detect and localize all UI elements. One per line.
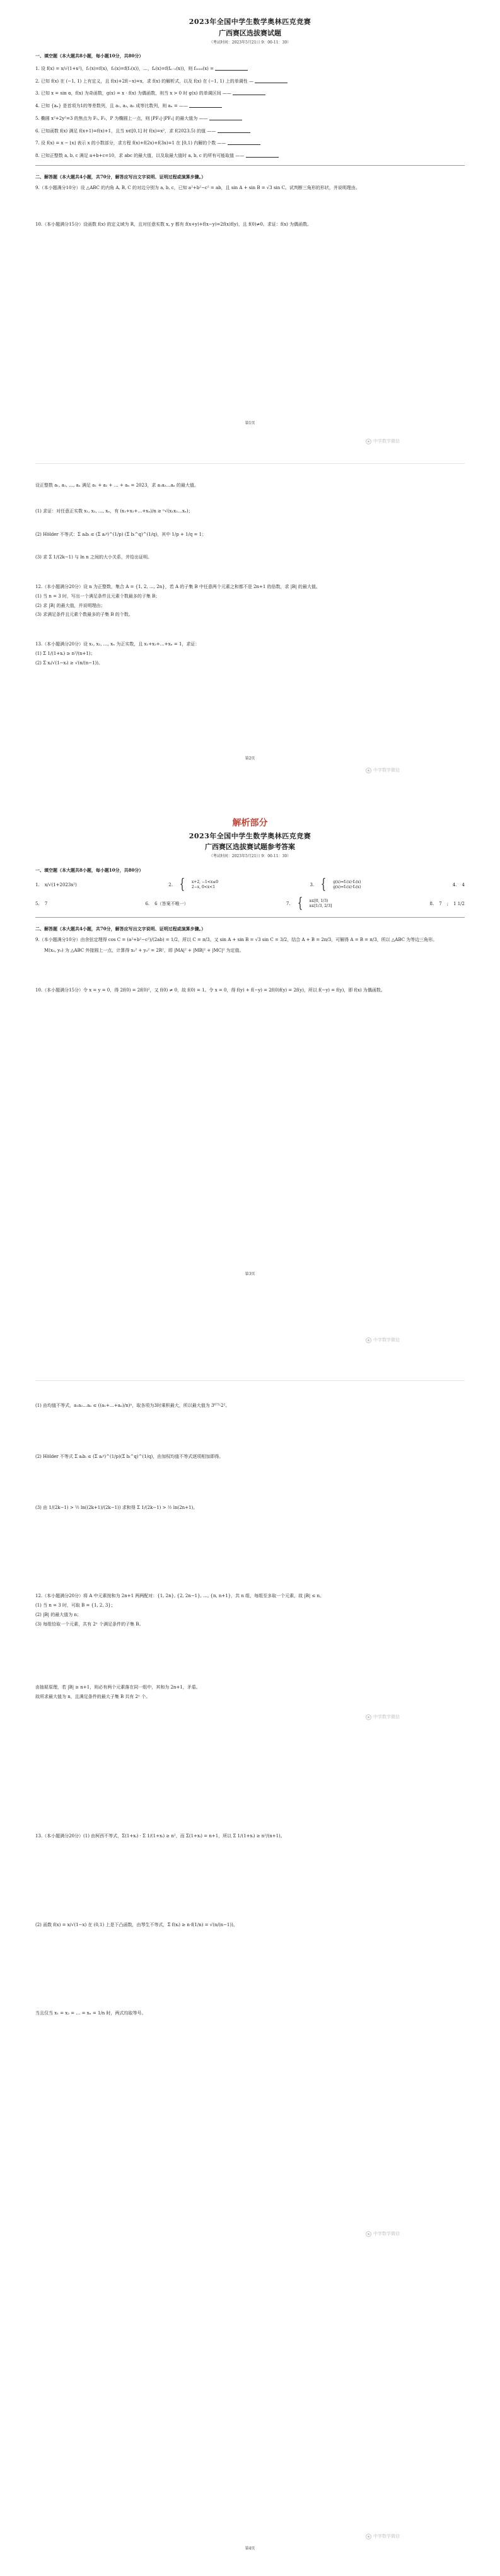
question-12-part-1: (1) 当 n = 3 时，写出一个满足条件且元素个数最多的子集 B； [35,593,160,599]
wechat-icon [366,1714,371,1720]
page-4 [35,1399,465,2559]
answer-blank [189,103,222,108]
answer-blank [209,115,242,120]
answer-3: 3. { g(x)=f₁(x)·f₂(x) g(x)=f₂(x)·f₃(x) [310,877,361,893]
page-1 [35,18,465,497]
question-8: 8. 已知正整数 a, b, c 满足 a+b+c=10，求 abc 的最大值，以及取最大值时 a, b, c 的所有可能取值 —— [35,153,465,159]
solution-13-equality: 当且仅当 x₁ = x₂ = … = xₙ = 1/n 时，两式均取等号。 [35,2011,146,2016]
page-3 [35,818,465,1411]
answer-7: 7. { x∈[0, 1/3) x∈[1/3, 2/3] [286,896,332,912]
question-13-part-1: (1) Σ 1/(1+xᵢ) ≥ n²/(n+1)； [35,650,95,656]
question-9: 9.（本小题满分10分）设 △ABC 的内角 A, B, C 的对边分别为 a, b, c，已知 a²+b²−c² = ab，且 sin A + sin B = √3 sin C。试判断三角形的形状，并说明理由。 [35,185,360,190]
question-11-part-2: (2) Hölder 不等式：Σ aᵢbᵢ ≤ (Σ aᵢᵖ)^(1/p) (Σ bᵢ^q)^(1/q)，其中 1/p + 1/q = 1； [35,531,207,537]
solution-12-part-2: (2) |B| 的最大值为 n； [35,1612,81,1617]
answers-solutions-heading: 二、解答题（本大题共4小题，共70分，解答应写出文字说明、证明过程或演算步骤。） [35,926,206,932]
question-2: 2. 已知 f(x) 在 (−1, 1) 上有定义，且 f(x)+2f(−x)=x，求 f(x) 的解析式，以及 f(x) 在 (−1, 1) 上的单调性 — [35,78,465,84]
page-footer: 第1页 [245,421,255,425]
solution-12-part-1: (1) 当 n = 3 时，可取 B = {1, 2, 3}； [35,1603,115,1608]
section-solutions-heading: 二、解答题（本大题共4小题，共70分，解答应写出文字说明、证明过程或演算步骤。） [35,173,206,180]
question-1: 1. 设 f(x) = x/√(1+x²)，f₁(x)=f(x)，f₂(x)=f(f₁(x))，…，fₙ(x)=f(fₙ₋₁(x))，则 f₂₀₂₃(x) = [35,66,465,72]
answer-blank [233,90,265,95]
solution-12-conclusion: 故所求最大值为 n，且满足条件的最大子集 B 共有 2ⁿ 个。 [35,1694,151,1699]
answer-subtitle: 广西赛区选拔赛试题参考答案 [205,843,295,852]
wechat-icon [366,439,371,444]
answer-5: 5. 7 [35,901,48,906]
wechat-icon [366,1337,371,1343]
answer-row-1 [35,878,465,892]
watermark: 中学数学微信 [366,2231,400,2237]
watermark: 中学数学微信 [366,1337,400,1343]
answer-row-2 [35,897,465,911]
exam-subtitle: 广西赛区选拔赛试题 [219,28,281,37]
answer-time-note: （考试时间：2023年5月21日 9：00-11：30） [209,854,291,858]
answer-blank [255,78,288,83]
question-12-part-3: (3) 求满足条件且元素个数最多的子集 B 的个数。 [35,612,133,618]
page-2 [35,479,465,819]
answer-blank [228,140,260,145]
solution-9-formula: M(x₀, y₀) 为 △ABC 外接圆上一点，计算得 x₀² + y₀² = 2R²，即 |MA|² + |MB|² + |MC|² 为定值。 [44,947,244,953]
watermark: 中学数学微信 [366,439,400,444]
answer-blank [215,66,248,71]
question-12: 12.（本小题满分20分）设 n 为正整数，集合 A = {1, 2, …, 2n}，若 A 的子集 B 中任意两个元素之和都不是 2n+1 的倍数，求 |B| 的最大值。 [35,584,320,589]
question-13-part-2: (2) Σ xᵢ/√(1−xᵢ) ≥ √(n/(n−1))。 [35,660,103,666]
watermark: 中学数学微信 [366,768,400,773]
exam-title: 2023年全国中学生数学奥林匹克竞赛 [189,18,311,26]
question-13: 13.（本小题满分20分）设 x₁, x₂, …, xₙ 为正实数，且 x₁+x₂+…+xₙ = 1，求证： [35,642,200,647]
question-5: 5. 椭圆 x²+2y²=3 的焦点为 F₁, F₂，P 为椭圆上一点，则 |PF₁|·|PF₂| 的最大值为 —— [35,115,465,122]
question-12-part-2: (2) 求 |B| 的最大值，并说明理由； [35,603,105,608]
solution-9: 9.（本小题满分10分）由余弦定理得 cos C = (a²+b²−c²)/(2ab) = 1/2，所以 C = π/3。又 sin A + sin B = √3 sin C = 3/2，结合 A + B = 2π/3，可解得 A = B = π/3，所以 △ABC 为等边三角形。 [35,937,438,942]
solution-12-argument: 由抽屉原理，若 |B| ≥ n+1，则必有两个元素落在同一组中，其和为 2n+1，矛盾。 [35,1685,201,1690]
section-divider [35,165,465,166]
answer-4: 4. 4 [452,882,465,887]
solution-12: 12.（本小题满分20分）将 A 中元素按和为 2n+1 两两配对：{1, 2n}, {2, 2n−1}, …, {n, n+1}，共 n 组，每组至多取一个元素，故 |B| ≤ n。 [35,1593,325,1599]
solution-10: 10.（本小题满分15分）令 x = y = 0，得 2f(0) = 2f(0)²，又 f(0) ≠ 0，故 f(0) = 1。令 x = 0，得 f(y) + f(−y) = 2f(0)f(y) = 2f(y)，所以 f(−y) = f(y)，即 f(x) 为偶函数。 [35,987,385,993]
answers-fill-in-heading: 一、填空题（本大题共8小题，每小题10分，共80分） [35,867,144,873]
page-footer: 第2页 [245,756,255,761]
solution-11-part-2: (2) Hölder 不等式 Σ aᵢbᵢ ≤ (Σ aᵢᵖ)^(1/p)(Σ bᵢ^q)^(1/q)，由加权均值不等式逐项相加即得。 [35,1453,224,1459]
analysis-section-label: 解析部分 [232,818,268,828]
question-10: 10.（本小题满分15分）设函数 f(x) 的定义域为 R，且对任意实数 x, y 都有 f(x+y)+f(x−y)=2f(x)f(y)，且 f(0)≠0。求证：f(x) 为偶函数。 [35,222,312,228]
wechat-icon [366,768,371,773]
wechat-icon [366,2231,371,2237]
page-break [35,463,465,464]
page-footer: 第3页 [245,1272,255,1276]
answer-title: 2023年全国中学生数学奥林匹克竞赛 [189,831,311,840]
question-6: 6. 已知函数 f(x) 满足 f(x+1)=f(x)+1，且当 x∈[0,1] 时 f(x)=x²，求 f(2023.5) 的值 —— [35,128,465,134]
answer-6: 6. 6（答案不唯一） [145,901,189,906]
section-divider [35,917,465,918]
exam-time-note: （考试时间：2023年5月21日 9：00-11：30） [209,40,291,45]
watermark: 中学数学微信 [366,1714,400,1720]
question-4: 4. 已知 {aₙ} 是首项为1的等差数列，且 a₁, a₂, a₅ 成等比数列，则 aₙ = —— [35,103,465,109]
solution-11-part-3: (3) 由 1/(2k−1) > ½ ln((2k+1)/(2k−1)) 求和得 Σ 1/(2k−1) > ½ ln(2n+1)。 [35,1505,198,1510]
question-11-part-3: (3) 求 Σ 1/(2k−1) 与 ln n 之间的大小关系，并给出证明。 [35,555,152,560]
solution-12-part-3: (3) 每组恰取一个元素，共有 2ⁿ 个满足条件的子集 B。 [35,1621,144,1627]
answer-blank [246,153,279,158]
page-break [35,1380,465,1381]
solution-13-part-2: (2) 函数 f(x) = x/√(1−x) 在 (0,1) 上是下凸函数，由琴生不等式，Σ f(xᵢ) ≥ n·f(1/n) = √(n/(n−1))。 [35,1922,238,1927]
answer-blank [218,128,250,133]
wechat-icon [366,2534,371,2539]
question-11-part-1: (1) 求证：对任意正实数 x₁, x₂, …, xₙ，有 (x₁+x₂+…+xₙ)/n ≥ ⁿ√(x₁x₂…xₙ)； [35,508,193,514]
section-fill-in-heading: 一、填空题（本大题共8小题，每小题10分，共80分） [35,53,144,59]
answer-2: 2. { x+2, −1<x≤0 2−x, 0<x<1 [168,877,219,893]
solution-11-part-1: (1) 由均值不等式，a₁a₂…aₙ ≤ ((a₁+…+aₙ)/n)ⁿ，取各项为3时乘积最大，所以最大值为 3⁶⁷³·2²。 [35,1403,230,1408]
solution-13: 13.（本小题满分20分）(1) 由柯西不等式，Σ(1+xᵢ) · Σ 1/(1+xᵢ) ≥ n²，而 Σ(1+xᵢ) = n+1，所以 Σ 1/(1+xᵢ) ≥ n²/(n+1)。 [35,1833,285,1839]
question-3: 3. 已知 x = sin α，f(x) 为奇函数，g(x) = x ⋅ f(x) 为偶函数，则当 x > 0 时 g(x) 的单调区间 —— [35,90,465,96]
page-footer: 第4页 [245,2546,255,2551]
answer-8: 8. 7 ; 1 1/2 [429,901,465,906]
question-7: 7. 设 f(x) = x − ⌊x⌋ 表示 x 的小数部分，求方程 f(x)+f(2x)+f(3x)=1 在 [0,1) 内解的个数 —— [35,140,465,146]
watermark: 中学数学微信 [366,2534,400,2539]
question-11-intro: 设正整数 a₁, a₂, …, aₙ 满足 a₁ + a₂ + … + aₙ = 2023，求 a₁a₂…aₙ 的最大值。 [35,483,199,488]
answer-1: 1. x/√(1+2023x²) [35,882,77,887]
